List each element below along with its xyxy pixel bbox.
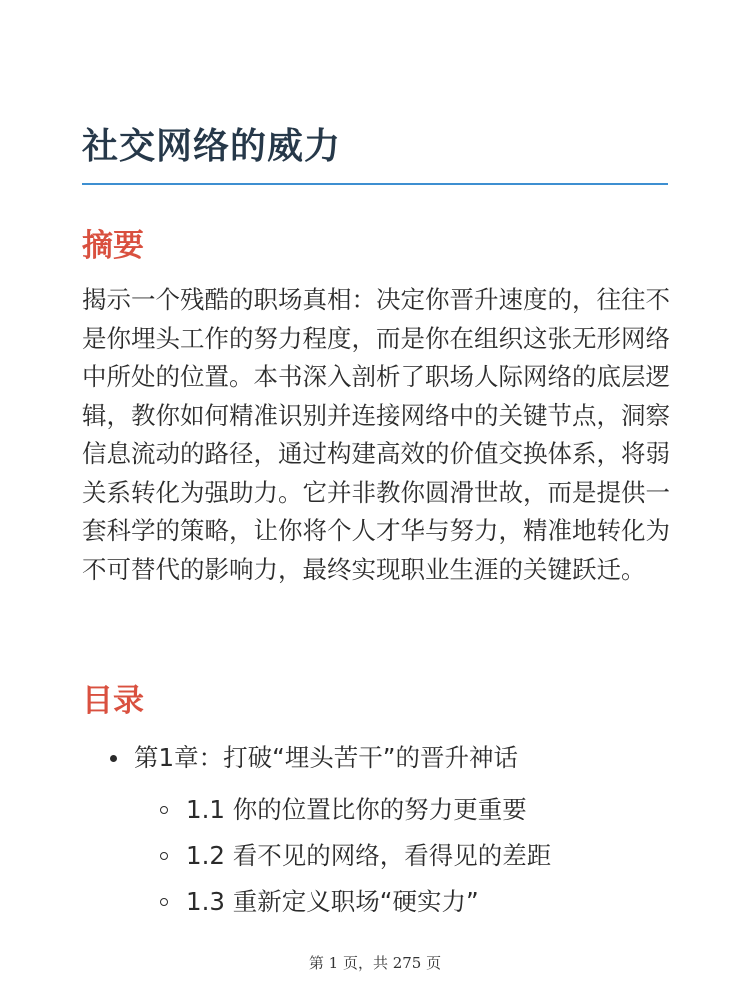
chapter-title: 第1章：打破“埋头苦干”的晋升神话 bbox=[134, 743, 518, 772]
toc-section-1-2 bbox=[160, 833, 670, 879]
chapter-1-sections bbox=[160, 787, 670, 925]
section-title: 1.3 重新定义职场“硬实力” bbox=[186, 887, 479, 916]
bullet-circle-icon bbox=[160, 898, 168, 906]
summary-paragraph: 揭示一个残酷的职场真相：决定你晋升速度的，往往不是你埋头工作的努力程度，而是你在组织这张无形网络中所处的位置。本书深入剖析了职场人际网络的底层逻辑，教你如何精准识别并连接网络中的关键节点，洞察信息流动的路径，通过构建高效的价值交换体系，将弱关系转化为强助力。它并非教你圆滑世故，而是提供一套科学的策略，让你将个人才华与努力，精准地转化为不可替代的影响力，最终实现职业生涯的关键跃迁。 bbox=[82, 285, 670, 584]
section-title: 1.1 你的位置比你的努力更重要 bbox=[186, 795, 527, 824]
table-of-contents bbox=[110, 739, 670, 925]
toc-section-1-1 bbox=[160, 787, 670, 833]
bullet-disc-icon bbox=[110, 755, 117, 762]
page-number: 第 1 页，共 275 页 bbox=[308, 954, 442, 972]
toc-chapter-1 bbox=[110, 739, 670, 925]
title-divider bbox=[82, 183, 668, 185]
section-title: 1.2 看不见的网络，看得见的差距 bbox=[186, 841, 552, 870]
toc-heading: 目录 bbox=[82, 683, 144, 719]
toc-section-1-3 bbox=[160, 879, 670, 925]
summary-heading: 摘要 bbox=[82, 228, 144, 264]
bullet-circle-icon bbox=[160, 806, 168, 814]
bullet-circle-icon bbox=[160, 852, 168, 860]
document-title: 社交网络的威力 bbox=[82, 126, 342, 167]
